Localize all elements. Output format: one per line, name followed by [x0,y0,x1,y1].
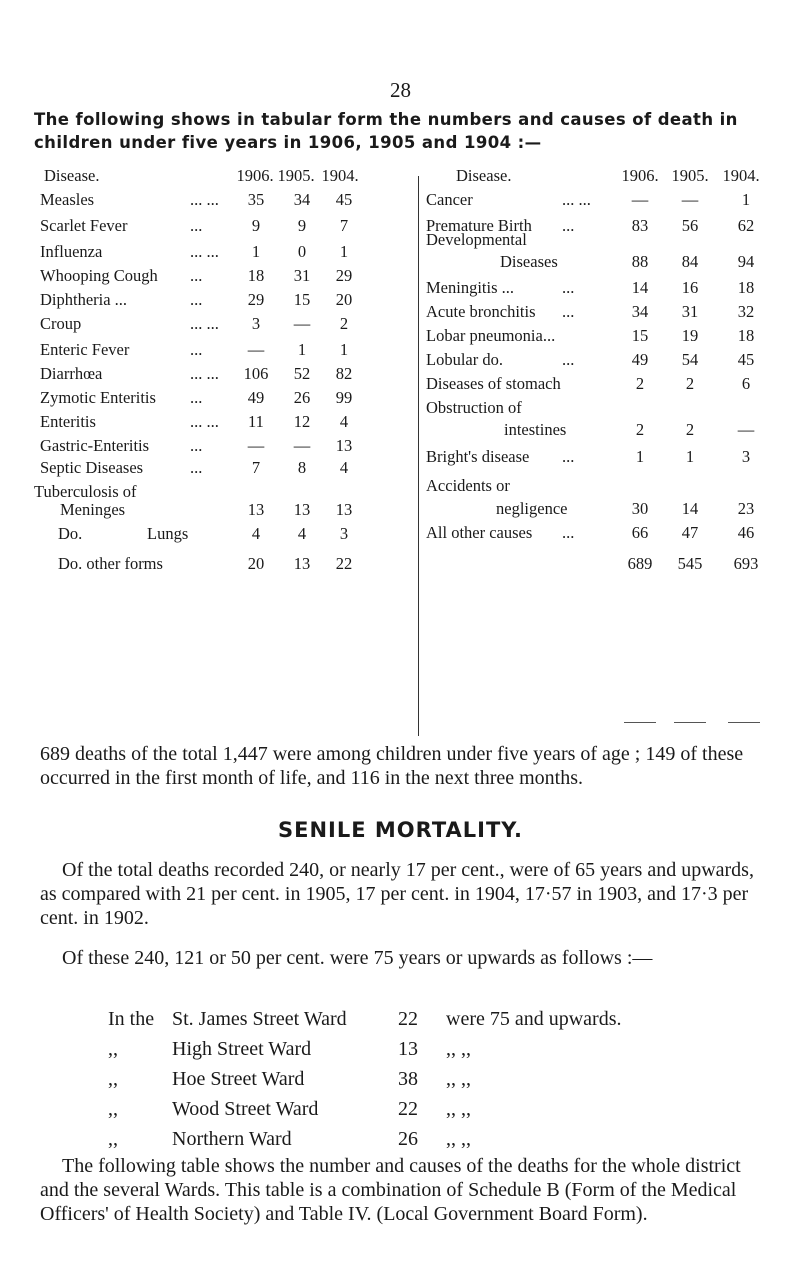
right-disease-b1-1904: 32 [737,302,755,321]
right-disease-b0-1904: 18 [737,278,755,297]
ward-0-name: St. James Street Ward [172,1008,347,1030]
senile-paragraph-2: Of these 240, 121 or 50 per cent. were 75 years or upwards as follows :— [62,947,653,969]
total-1905: 545 [677,554,703,573]
left-disease-4-1905: 15 [293,290,311,309]
header-1906: 1906. [236,166,274,185]
header-disease-right: Disease. [456,166,512,185]
ward-4-prefix: ,, [108,1128,118,1150]
right-header-row [426,166,796,190]
left-disease-9-dots: ... ... [190,412,219,431]
left-disease-8-1905: 26 [293,388,311,407]
right-disease-0-1905: — [681,190,699,209]
left-disease-4-1906: 29 [247,290,265,309]
total-1904: 693 [733,554,759,573]
obstruction-1906: 2 [635,420,645,439]
right-disease-b4-1906: 2 [635,374,645,393]
tb-meninges-1906: 13 [247,500,265,519]
header-1906-right: 1906. [621,166,659,185]
tb-other-1904: 22 [335,554,353,573]
header-1904-right: 1904. [722,166,760,185]
obstruction-1905: 2 [685,420,695,439]
ward-1-count: 13 [398,1038,418,1060]
accidents-label: Accidents or [426,476,510,495]
right-disease-b3-1906: 49 [631,350,649,369]
ward-2-prefix: ,, [108,1068,118,1090]
left-disease-7-1904: 82 [335,364,353,383]
left-disease-0-1904: 45 [335,190,353,209]
total-rule-1906 [624,722,656,723]
header-1905-right: 1905. [671,166,709,185]
right-disease-b0-dots: ... [562,278,575,297]
left-disease-6-dots: ... [190,340,203,359]
brights-1904: 3 [741,447,751,466]
left-disease-1-1905: 9 [297,216,307,235]
brights-1905: 1 [685,447,695,466]
obstruction-1904: — [737,420,755,439]
left-disease-9-1904: 4 [339,412,349,431]
right-disease-1-label: Premature Birth [426,216,532,235]
left-disease-6-1906: — [247,340,265,359]
column-divider [418,176,419,736]
right-disease-b0-1906: 14 [631,278,649,297]
ward-0-suffix: were 75 and upwards. [446,1008,622,1030]
left-disease-2-1904: 1 [339,242,349,261]
other-causes-1905: 47 [681,523,699,542]
left-disease-11-1906: 7 [251,458,261,477]
page-number: 28 [390,78,411,102]
left-disease-7-dots: ... ... [190,364,219,383]
other-causes-1906: 66 [631,523,649,542]
right-disease-b2-1904: 18 [737,326,755,345]
tb-other-1906: 20 [247,554,265,573]
tb-lungs-do: Do. [58,524,83,543]
left-disease-7-label: Diarrhœa [40,364,103,383]
left-disease-3-label: Whooping Cough [40,266,158,285]
ward-4-name: Northern Ward [172,1128,292,1150]
tb-other-label: Do. other forms [58,554,163,573]
left-disease-8-label: Zymotic Enteritis [40,388,156,407]
other-causes-dots: ... [562,523,575,542]
right-disease-b3-label: Lobular do. [426,350,503,369]
header-1904: 1904. [321,166,359,185]
tb-label: Tuberculosis of [34,482,137,501]
left-disease-8-1904: 99 [335,388,353,407]
left-disease-11-1905: 8 [297,458,307,477]
right-disease-b1-label: Acute bronchitis [426,302,536,321]
header-1905: 1905. [277,166,315,185]
right-disease-0-1904: 1 [741,190,751,209]
accidents-label-2: negligence [496,499,568,518]
left-disease-10-dots: ... [190,436,203,455]
accidents-1904: 23 [737,499,755,518]
right-disease-1-1905: 56 [681,216,699,235]
total-rule-1904 [728,722,760,723]
left-disease-6-1904: 1 [339,340,349,359]
left-disease-5-1906: 3 [251,314,261,333]
tb-meninges-1905: 13 [293,500,311,519]
left-disease-8-dots: ... [190,388,203,407]
left-disease-1-label: Scarlet Fever [40,216,128,235]
left-disease-3-1904: 29 [335,266,353,285]
left-disease-11-label: Septic Diseases [40,458,144,477]
total-1906: 689 [627,554,653,573]
right-disease-b1-1905: 31 [681,302,699,321]
right-disease-b4-1905: 2 [685,374,695,393]
left-disease-6-1905: 1 [297,340,307,359]
senile-mortality-heading: SENILE MORTALITY. [277,818,524,842]
right-disease-b2-1905: 19 [681,326,699,345]
left-disease-5-1905: — [293,314,311,333]
developmental-1906: 88 [631,252,649,271]
left-disease-11-dots: ... [190,458,203,477]
left-disease-1-1904: 7 [339,216,349,235]
tb-lungs-1905: 4 [297,524,307,543]
header-disease: Disease. [44,166,100,185]
right-disease-0-dots: ... ... [562,190,591,209]
right-disease-b0-label: Meningitis ... [426,278,515,297]
left-disease-1-dots: ... [190,216,203,235]
right-disease-1-dots: ... [562,216,575,235]
left-disease-10-1904: 13 [335,436,353,455]
left-disease-3-1905: 31 [293,266,311,285]
left-disease-8-1906: 49 [247,388,265,407]
developmental-label: Developmental [426,230,527,249]
developmental-1905: 84 [681,252,699,271]
left-disease-4-dots: ... [190,290,203,309]
left-disease-5-1904: 2 [339,314,349,333]
right-disease-0-1906: — [631,190,649,209]
left-disease-2-dots: ... ... [190,242,219,261]
left-disease-0-dots: ... ... [190,190,219,209]
tb-lungs-1904: 3 [339,524,349,543]
right-disease-0-label: Cancer [426,190,473,209]
tb-other-1905: 13 [293,554,311,573]
right-disease-1-1906: 83 [631,216,649,235]
tb-lungs-1906: 4 [251,524,261,543]
left-disease-4-label: Diphtheria ... [40,290,128,309]
left-disease-1-1906: 9 [251,216,261,235]
brights-1906: 1 [635,447,645,466]
ward-3-suffix: ,, ,, [446,1098,471,1120]
tb-meninges-label: Meninges [60,500,126,519]
left-disease-2-label: Influenza [40,242,103,261]
right-disease-b3-1904: 45 [737,350,755,369]
brights-dots: ... [562,447,575,466]
left-disease-3-dots: ... [190,266,203,285]
left-disease-2-1905: 0 [297,242,307,261]
left-disease-7-1905: 52 [293,364,311,383]
right-disease-b2-1906: 15 [631,326,649,345]
left-disease-5-dots: ... ... [190,314,219,333]
ward-1-name: High Street Ward [172,1038,312,1060]
ward-3-prefix: ,, [108,1098,118,1120]
ward-1-suffix: ,, ,, [446,1038,471,1060]
senile-paragraph-1: Of the total deaths recorded 240, or nearly 17 per cent., were of 65 years and upwards, as compared with 21 per cent. in 1905, 17 per cent. in 1904, 17·57 in 1903, and 17·3 per cent. in 1902. [40,859,754,929]
left-disease-2-1906: 1 [251,242,261,261]
ward-2-count: 38 [398,1068,418,1090]
left-header-row [40,166,410,190]
left-disease-10-1905: — [293,436,311,455]
left-disease-0-1905: 34 [293,190,311,209]
ward-3-name: Wood Street Ward [172,1098,319,1120]
tb-meninges-1904: 13 [335,500,353,519]
accidents-1905: 14 [681,499,699,518]
children-deaths-paragraph: 689 deaths of the total 1,447 were among children under five years of age ; 149 of these occurred in the first month of life, and 116 in the next three months. [40,743,744,789]
other-causes-1904: 46 [737,523,755,542]
left-disease-4-1904: 20 [335,290,353,309]
left-disease-5-label: Croup [40,314,82,333]
left-disease-10-1906: — [247,436,265,455]
right-disease-b4-1904: 6 [741,374,751,393]
ward-2-suffix: ,, ,, [446,1068,471,1090]
ward-0-count: 22 [398,1008,418,1030]
obstruction-label-2: intestines [504,420,567,439]
right-disease-b3-1905: 54 [681,350,699,369]
left-disease-10-label: Gastric-Enteritis [40,436,150,455]
ward-4-suffix: ,, ,, [446,1128,471,1150]
right-disease-b3-dots: ... [562,350,575,369]
ward-4-count: 26 [398,1128,418,1150]
right-disease-1-1904: 62 [737,216,755,235]
left-disease-9-1905: 12 [293,412,311,431]
developmental-1904: 94 [737,252,755,271]
left-disease-0-1906: 35 [247,190,265,209]
ward-2-name: Hoe Street Ward [172,1068,305,1090]
other-causes-label: All other causes [426,523,533,542]
left-disease-3-1906: 18 [247,266,265,285]
obstruction-label: Obstruction of [426,398,522,417]
right-disease-b2-label: Lobar pneumonia... [426,326,556,345]
intro-text: The following shows in tabular form the numbers and causes of death in children under five years in 1906, 1905 and 1904 :— [34,110,738,152]
left-disease-11-1904: 4 [339,458,349,477]
left-disease-9-label: Enteritis [40,412,96,431]
ward-1-prefix: ,, [108,1038,118,1060]
right-disease-b1-1906: 34 [631,302,649,321]
left-disease-0-label: Measles [40,190,95,209]
right-disease-b4-label: Diseases of stomach [426,374,561,393]
accidents-1906: 30 [631,499,649,518]
ward-3-count: 22 [398,1098,418,1120]
brights-label: Bright's disease [426,447,530,466]
right-disease-b0-1905: 16 [681,278,699,297]
tb-lungs-label: Lungs [147,524,189,543]
left-disease-6-label: Enteric Fever [40,340,130,359]
closing-paragraph: The following table shows the number and causes of the deaths for the whole district and the several Wards. This table is a combination of Schedule B (Form of the Medical Officers' of Health Society) and Table IV. (Local Government Board Form). [40,1155,741,1225]
total-rule-1905 [674,722,706,723]
left-disease-7-1906: 106 [243,364,269,383]
right-disease-b1-dots: ... [562,302,575,321]
developmental-label-2: Diseases [500,252,558,271]
ward-0-prefix: In the [108,1008,155,1030]
left-disease-9-1906: 11 [248,412,264,431]
